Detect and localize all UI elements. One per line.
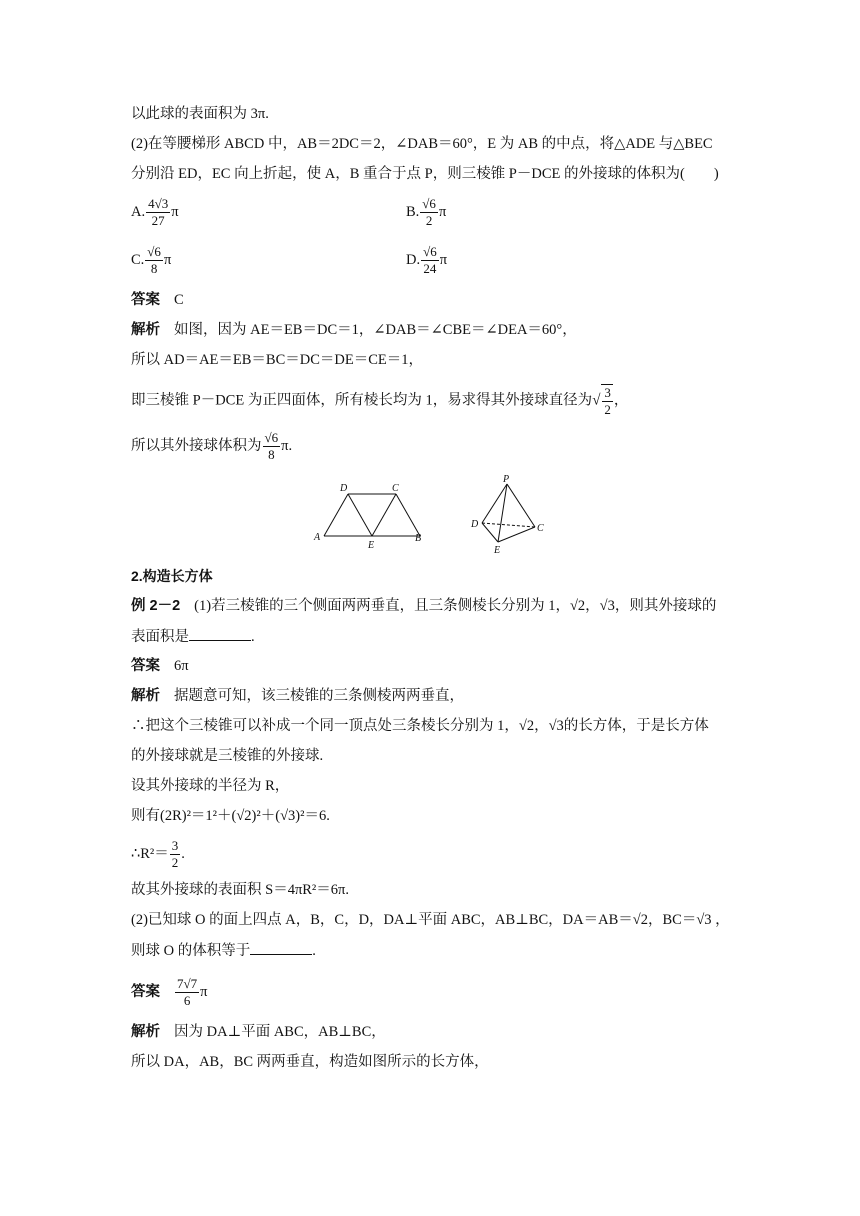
- analysis-line: ∴R²＝ $\frac{3}{2}$ .: [131, 838, 185, 870]
- option-b: [406, 196, 446, 229]
- fraction: [601, 384, 613, 418]
- analysis-label: 解析: [131, 1024, 160, 1040]
- vertex-label: P: [503, 474, 510, 485]
- analysis-text: 所以 AD＝AE＝EB＝BC＝DC＝DE＝CE＝1，: [131, 352, 424, 368]
- denominator: 2: [604, 402, 611, 417]
- analysis-text: ∴把这个三棱锥可以补成一个同一顶点处三条棱长分别为 1，√2，√3的长方体，于是长方体: [131, 718, 709, 734]
- pi-symbol: π: [171, 203, 179, 220]
- analysis-line: 即三棱锥 P－DCE 为正四面体，所有棱长均为 1，易求得其外接球直径为√ $\frac{3}{2}$ ，: [131, 385, 629, 417]
- option-label: D.: [406, 251, 421, 268]
- vertex-label: A: [314, 532, 321, 543]
- answer-value: 6π: [174, 658, 189, 674]
- answer-blank: [189, 626, 251, 641]
- pi-symbol: π: [438, 203, 447, 220]
- denominator: 24: [423, 261, 437, 276]
- option-label: B.: [406, 203, 420, 220]
- vertex-label: D: [471, 519, 479, 530]
- answer-value: C: [174, 292, 184, 308]
- analysis-text: 故其外接球的表面积 S＝4πR²＝6π.: [131, 882, 349, 898]
- vertex-label: D: [340, 483, 348, 494]
- analysis-text: 则有(2R)²＝1²＋(√2)²＋(√3)²＝6.: [131, 808, 330, 824]
- analysis-line: [131, 686, 464, 706]
- analysis-text: π.: [281, 437, 293, 454]
- answer-line: [131, 656, 189, 676]
- answer-line: [131, 976, 207, 1009]
- numerator: √6: [147, 244, 161, 259]
- answer-label: 答案: [131, 292, 160, 308]
- denominator: 8: [150, 261, 158, 276]
- analysis-line: [131, 320, 577, 340]
- vertex-label: E: [494, 545, 501, 556]
- analysis-line: [131, 1022, 386, 1042]
- denominator: 2: [171, 855, 179, 870]
- tetrahedron-edge: [498, 527, 535, 542]
- analysis-text: 设其外接球的半径为 R，: [131, 778, 290, 794]
- fraction: [263, 430, 281, 463]
- vertex-label: E: [368, 540, 375, 551]
- numerator: √6: [422, 196, 436, 211]
- problem-text: (1)若三棱锥的三个侧面两两垂直，且三条侧棱长分别为 1，√2，√3，则其外接球的: [194, 598, 717, 614]
- problem-text: (2)在等腰梯形 ABCD 中，AB＝2DC＝2，∠DAB＝60°，E 为 AB 的中点，将△ADE 与△BEC: [131, 136, 713, 152]
- option-label: C.: [131, 251, 145, 268]
- denominator: 27: [151, 213, 165, 228]
- analysis-text: 据题意可知，该三棱锥的三条侧棱两两垂直，: [174, 688, 464, 704]
- denominator: 8: [268, 447, 275, 462]
- problem-text: (2)已知球 O 的面上四点 A，B，C，D，DA⊥平面 ABC，AB⊥BC，DA＝AB＝√2，BC＝√3 ，: [131, 912, 730, 928]
- tetrahedron-edge: [507, 484, 535, 527]
- answer-blank: [250, 940, 312, 955]
- analysis-text: 所以 DA，AB，BC 两两垂直，构造如图所示的长方体，: [131, 1054, 489, 1070]
- fraction: [175, 976, 199, 1009]
- analysis-label: 解析: [131, 322, 160, 338]
- tetrahedron-edge: [498, 484, 507, 542]
- analysis-text: 即三棱锥 P－DCE 为正四面体，所有棱长均为 1，易求得其外接球直径为: [131, 392, 593, 409]
- analysis-label: 解析: [131, 688, 160, 704]
- tetrahedron-edge: [482, 523, 498, 542]
- vertex-label: C: [392, 483, 399, 494]
- analysis-text: ∴R²＝: [131, 845, 169, 862]
- option-label: A.: [131, 203, 146, 220]
- radical-icon: √: [592, 392, 601, 409]
- tetrahedron-hidden-edge: [482, 523, 535, 527]
- trapezoid-edge: [348, 494, 372, 536]
- problem-line: 表面积是 .: [131, 626, 255, 647]
- analysis-text: 所以其外接球体积为: [131, 437, 262, 454]
- vertex-label: B: [415, 533, 422, 544]
- pi-symbol: π: [439, 251, 448, 268]
- numerator: √6: [423, 244, 437, 259]
- option-a: [131, 196, 179, 229]
- analysis-text: 如图，因为 AE＝EB＝DC＝1，∠DAB＝∠CBE＝∠DEA＝60°，: [174, 322, 577, 338]
- denominator: 6: [183, 993, 191, 1008]
- trapezoid-edge: [396, 494, 420, 536]
- geometry-figures: [310, 472, 560, 558]
- trapezoid-edge: [324, 494, 348, 536]
- analysis-text: 的外接球就是三棱锥的外接球.: [131, 748, 324, 764]
- denominator: 2: [425, 213, 433, 228]
- answer-label: 答案: [131, 658, 160, 674]
- problem-text: 表面积是: [131, 629, 189, 645]
- pi-symbol: π: [163, 251, 172, 268]
- analysis-line: [131, 430, 292, 463]
- section-heading: 2.构造长方体: [131, 568, 213, 584]
- numerator: 3: [604, 385, 611, 400]
- analysis-text: 因为 DA⊥平面 ABC，AB⊥BC，: [174, 1024, 386, 1040]
- example-label: 例 2－2: [131, 598, 181, 614]
- trapezoid-edge: [372, 494, 396, 536]
- fraction: [145, 244, 163, 277]
- fraction: [421, 244, 439, 277]
- fraction: [146, 196, 170, 229]
- option-d: [406, 244, 447, 277]
- numerator: 4√3: [148, 196, 169, 211]
- vertex-label: C: [537, 523, 544, 534]
- answer-label: 答案: [131, 983, 160, 1000]
- pi-symbol: π: [200, 983, 208, 1000]
- numerator: 7√7: [177, 976, 198, 991]
- problem-line: 则球 O 的体积等于 .: [131, 940, 316, 961]
- option-c: [131, 244, 171, 277]
- fraction: [420, 196, 438, 229]
- fraction: [170, 838, 181, 871]
- answer-line: [131, 290, 184, 310]
- problem-text: 分别沿 ED，EC 向上折起，使 A，B 重合于点 P，则三棱锥 P－DCE 的外接球的体积为( ): [131, 166, 719, 182]
- example-line: [131, 596, 716, 616]
- numerator: 3: [171, 838, 179, 853]
- numerator: √6: [264, 430, 279, 445]
- paragraph: 以此球的表面积为 3π.: [131, 106, 269, 122]
- problem-text: 则球 O 的体积等于: [131, 943, 251, 959]
- tetrahedron-edge: [482, 484, 507, 523]
